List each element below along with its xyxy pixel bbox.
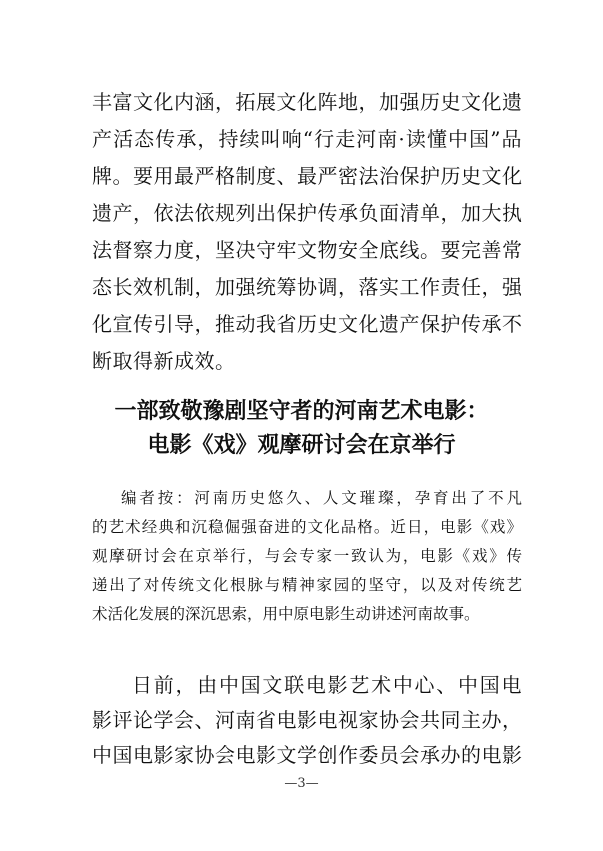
note-line: 编者按：河南历史悠久、人文璀璨，孕育出了不凡	[121, 489, 522, 507]
note-line: 递出了对传统文化根脉与精神家园的坚守，以及对传统艺	[92, 576, 522, 594]
text-line: 化宣传引导，推动我省历史文化遗产保护传承不	[92, 312, 523, 336]
text-line: 断取得新成效。	[92, 349, 236, 373]
note-line: 的艺术经典和沉稳倔强奋进的文化品格。近日，电影《戏》	[92, 518, 522, 536]
text-line: 日前，由中国文联电影艺术中心、中国电	[132, 673, 522, 697]
title-line-1: 一部致敬豫剧坚守者的河南艺术电影：	[114, 398, 489, 424]
text-line: 态长效机制，加强统筹协调，落实工作责任，强	[92, 275, 523, 299]
text-line: 丰富文化内涵，拓展文化阵地，加强历史文化遗	[92, 90, 523, 114]
text-line: 中国电影家协会电影文学创作委员会承办的电影	[92, 743, 523, 767]
title-line-2: 电影《戏》观摩研讨会在京举行	[147, 432, 456, 458]
note-line: 观摩研讨会在京举行，与会专家一致认为，电影《戏》传	[92, 547, 522, 565]
text-line: 牌。要用最严格制度、最严密法治保护历史文化	[92, 164, 523, 188]
text-line: 法督察力度，坚决守牢文物安全底线。要完善常	[92, 238, 523, 262]
note-line: 术活化发展的深沉思索，用中原电影生动讲述河南故事。	[92, 605, 480, 623]
text-line: 遗产，依法依规列出保护传承负面清单，加大执	[92, 201, 523, 225]
text-line: 影评论学会、河南省电影电视家协会共同主办，	[92, 708, 523, 732]
text-line: 产活态传承，持续叫响“行走河南·读懂中国”品	[92, 127, 522, 151]
page-number: —3—	[284, 776, 319, 791]
